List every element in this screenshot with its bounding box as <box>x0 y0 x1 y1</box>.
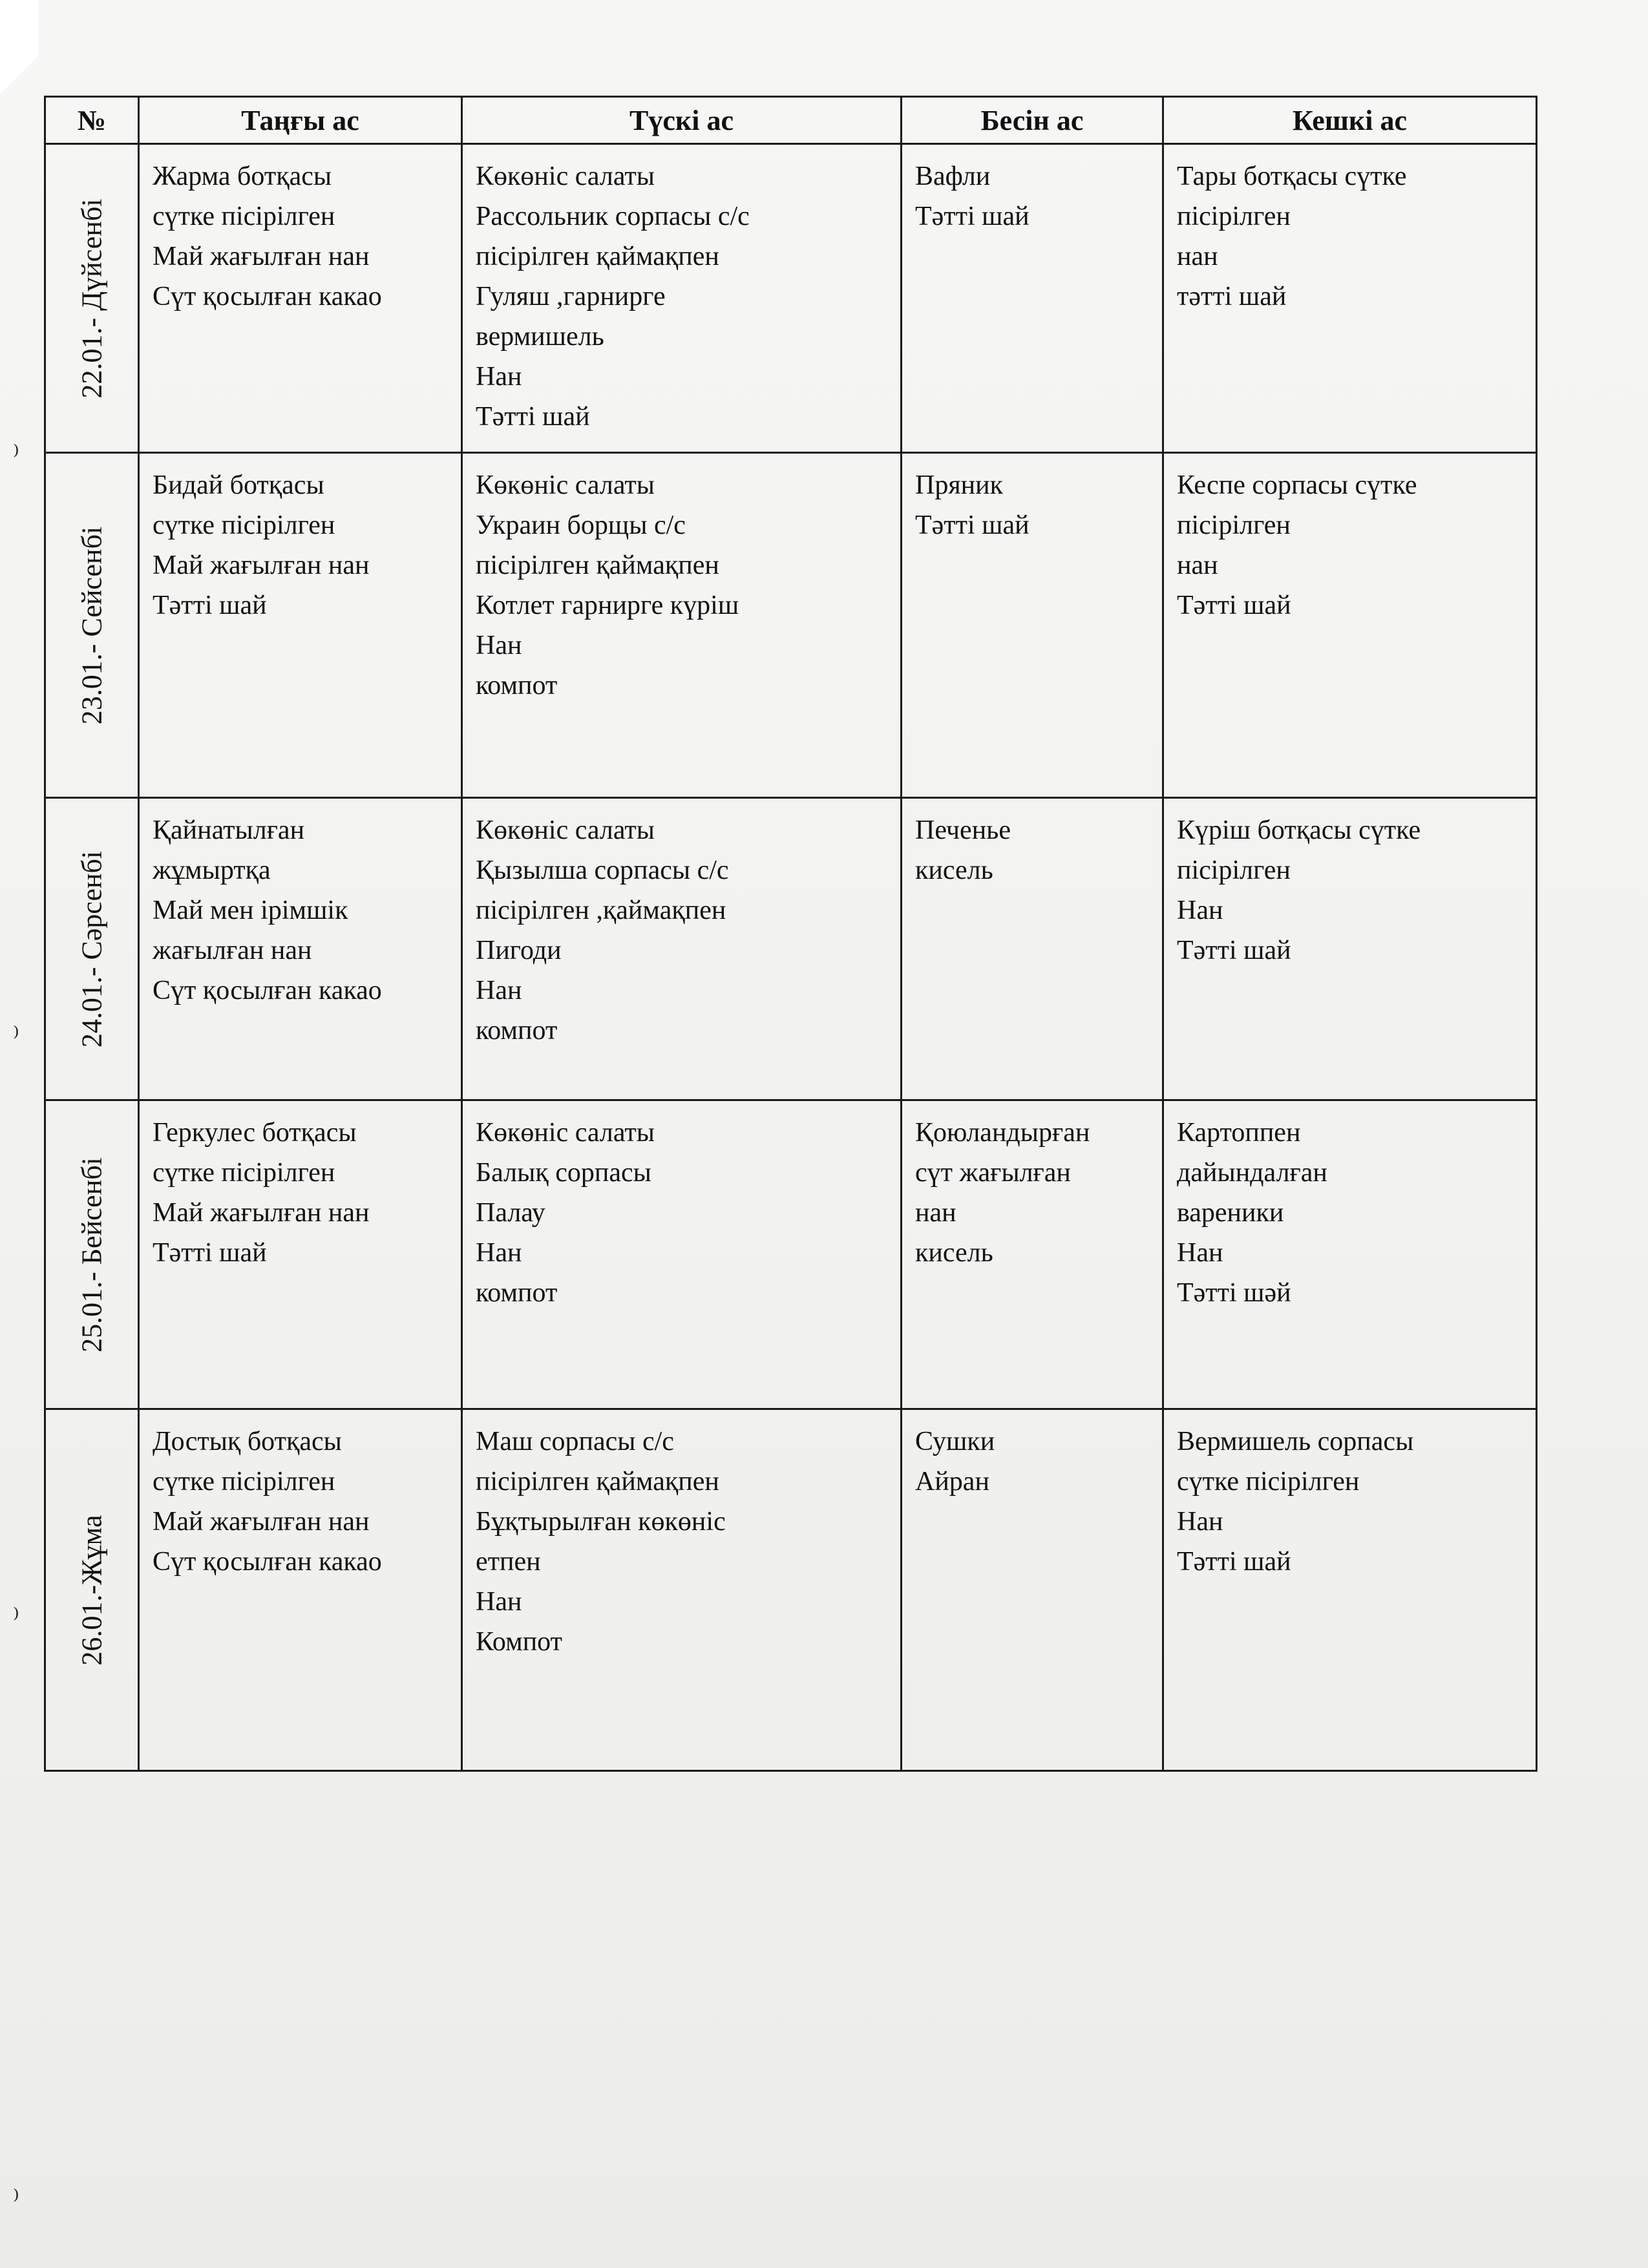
menu-item: Жарма ботқасы <box>153 162 332 191</box>
dinner-cell <box>1163 798 1537 1100</box>
menu-item: пісірілген <box>1177 202 1291 231</box>
menu-item: жағылған нан <box>153 936 312 965</box>
menu-item: сүт жағылған <box>915 1158 1071 1188</box>
menu-item: Тәтті шай <box>1177 591 1291 620</box>
lunch-cell <box>462 798 902 1100</box>
header-row <box>45 97 1537 144</box>
menu-item: пісірілген қаймақпен <box>476 242 719 271</box>
menu-item: Нан <box>476 1238 522 1268</box>
margin-mark: ⁾ <box>13 440 19 469</box>
day-cell <box>45 1409 139 1771</box>
day-cell <box>45 453 139 798</box>
day-cell <box>45 798 139 1100</box>
menu-item: Гуляш ,гарнирге <box>476 282 666 311</box>
menu-item: вареники <box>1177 1198 1284 1228</box>
menu-item: сүтке пісірілген <box>153 1158 335 1188</box>
menu-item: Май жағылған нан <box>153 242 370 271</box>
menu-item: Тәтті шай <box>915 202 1030 231</box>
menu-item: Тәтті шәй <box>1177 1278 1291 1308</box>
table-row <box>45 144 1537 453</box>
folded-corner <box>0 0 39 194</box>
menu-item: вермишель <box>476 322 604 352</box>
snack-cell <box>902 144 1163 453</box>
menu-item: компот <box>476 1278 558 1308</box>
header-snack: Бесін ас <box>902 97 1163 144</box>
menu-item: Көкөніс салаты <box>476 470 655 500</box>
menu-item: Рассольник сорпасы с/с <box>476 202 750 231</box>
header-lunch: Түскі ас <box>462 97 902 144</box>
menu-item: Нан <box>476 362 522 392</box>
snack-cell <box>902 453 1163 798</box>
menu-item: Тәтті шай <box>476 402 590 432</box>
menu-item: Нан <box>1177 1238 1223 1268</box>
menu-item: Май жағылған нан <box>153 551 370 580</box>
day-label: 26.01.-Жұма <box>76 1514 108 1666</box>
menu-item: Күріш ботқасы сүтке <box>1177 815 1421 845</box>
menu-item: Тәтті шай <box>153 1238 267 1268</box>
menu-item: пісірілген <box>1177 856 1291 885</box>
menu-item: жұмыртқа <box>153 856 271 885</box>
menu-item: Балық сорпасы <box>476 1158 651 1188</box>
snack-cell <box>902 1100 1163 1409</box>
header-dinner: Кешкі ас <box>1163 97 1537 144</box>
menu-item: Май мен ірімшік <box>153 896 348 925</box>
day-label: 24.01.- Сәрсенбі <box>76 850 108 1047</box>
menu-item: Тәтті шай <box>1177 1547 1291 1577</box>
menu-item: Нан <box>476 976 522 1005</box>
menu-item: Тәтті шай <box>1177 936 1291 965</box>
dinner-cell <box>1163 1100 1537 1409</box>
margin-mark: ⁾ <box>13 2185 19 2214</box>
menu-item: Котлет гарнирге күріш <box>476 591 739 620</box>
menu-item: Достық ботқасы <box>153 1427 342 1456</box>
menu-item: нан <box>915 1198 956 1228</box>
menu-item: сүтке пісірілген <box>153 202 335 231</box>
breakfast-cell <box>139 453 462 798</box>
menu-item: компот <box>476 671 558 700</box>
menu-item: дайындалған <box>1177 1158 1327 1188</box>
menu-item: Пряник <box>915 470 1004 500</box>
menu-item: Нан <box>476 631 522 660</box>
menu-item: нан <box>1177 242 1218 271</box>
menu-item: Нан <box>1177 1507 1223 1537</box>
menu-item: етпен <box>476 1547 541 1577</box>
lunch-cell <box>462 453 902 798</box>
menu-item: Айран <box>915 1467 989 1496</box>
menu-item: Бұқтырылған көкөніс <box>476 1507 726 1537</box>
lunch-cell <box>462 1409 902 1771</box>
dinner-cell <box>1163 144 1537 453</box>
menu-item: Украин борщы с/с <box>476 510 686 540</box>
menu-item: Сүт қосылған какао <box>153 282 382 311</box>
menu-item: кисель <box>915 1238 993 1268</box>
margin-mark: ⁾ <box>13 1022 19 1051</box>
breakfast-cell <box>139 798 462 1100</box>
day-cell <box>45 144 139 453</box>
menu-item: Вафли <box>915 162 991 191</box>
menu-item: Печенье <box>915 815 1011 845</box>
menu-item: сүтке пісірілген <box>153 1467 335 1496</box>
menu-item: нан <box>1177 551 1218 580</box>
menu-item: тәтті шай <box>1177 282 1287 311</box>
breakfast-cell <box>139 144 462 453</box>
menu-item: сүтке пісірілген <box>153 510 335 540</box>
menu-item: Бидай ботқасы <box>153 470 324 500</box>
menu-item: Тәтті шай <box>915 510 1030 540</box>
header-breakfast: Таңғы ас <box>139 97 462 144</box>
menu-item: сүтке пісірілген <box>1177 1467 1360 1496</box>
menu-item: пісірілген <box>1177 510 1291 540</box>
menu-item: кисель <box>915 856 993 885</box>
menu-item: Вермишель сорпасы <box>1177 1427 1414 1456</box>
menu-item: Геркулес ботқасы <box>153 1118 357 1148</box>
margin-mark: ⁾ <box>13 1603 19 1632</box>
header-number: № <box>45 97 139 144</box>
menu-item: Картоппен <box>1177 1118 1301 1148</box>
menu-item: Май жағылған нан <box>153 1198 370 1228</box>
menu-item: Кеспе сорпасы сүтке <box>1177 470 1417 500</box>
menu-item: Компот <box>476 1627 562 1657</box>
menu-item: пісірілген қаймақпен <box>476 1467 719 1496</box>
dinner-cell <box>1163 1409 1537 1771</box>
dinner-cell <box>1163 453 1537 798</box>
menu-item: Сушки <box>915 1427 995 1456</box>
menu-item: Көкөніс салаты <box>476 815 655 845</box>
menu-item: Пигоди <box>476 936 562 965</box>
menu-item: Қайнатылған <box>153 815 305 845</box>
menu-item: Палау <box>476 1198 545 1228</box>
menu-item: Нан <box>476 1587 522 1617</box>
day-label: 22.01.- Дүйсенбі <box>76 198 108 398</box>
snack-cell <box>902 798 1163 1100</box>
day-label: 25.01.- Бейсенбі <box>76 1157 108 1352</box>
table-row <box>45 1409 1537 1771</box>
lunch-cell <box>462 144 902 453</box>
menu-item: пісірілген қаймақпен <box>476 551 719 580</box>
menu-item: пісірілген ,қаймақпен <box>476 896 726 925</box>
day-cell <box>45 1100 139 1409</box>
breakfast-cell <box>139 1409 462 1771</box>
menu-item: Қызылша сорпасы с/с <box>476 856 729 885</box>
table-row <box>45 1100 1537 1409</box>
lunch-cell <box>462 1100 902 1409</box>
menu-item: Тәтті шай <box>153 591 267 620</box>
day-label: 23.01.- Сейсенбі <box>76 526 108 724</box>
menu-item: Көкөніс салаты <box>476 162 655 191</box>
table-row <box>45 798 1537 1100</box>
menu-item: компот <box>476 1016 558 1045</box>
menu-item: Тары ботқасы сүтке <box>1177 162 1407 191</box>
weekly-menu-table <box>44 96 1537 1772</box>
menu-item: Сүт қосылған какао <box>153 1547 382 1577</box>
breakfast-cell <box>139 1100 462 1409</box>
menu-item: Сүт қосылған какао <box>153 976 382 1005</box>
menu-item: Маш сорпасы с/с <box>476 1427 674 1456</box>
menu-item: Нан <box>1177 896 1223 925</box>
table-row <box>45 453 1537 798</box>
snack-cell <box>902 1409 1163 1771</box>
menu-item: Көкөніс салаты <box>476 1118 655 1148</box>
menu-item: Май жағылған нан <box>153 1507 370 1537</box>
menu-item: Қоюландырған <box>915 1118 1090 1148</box>
